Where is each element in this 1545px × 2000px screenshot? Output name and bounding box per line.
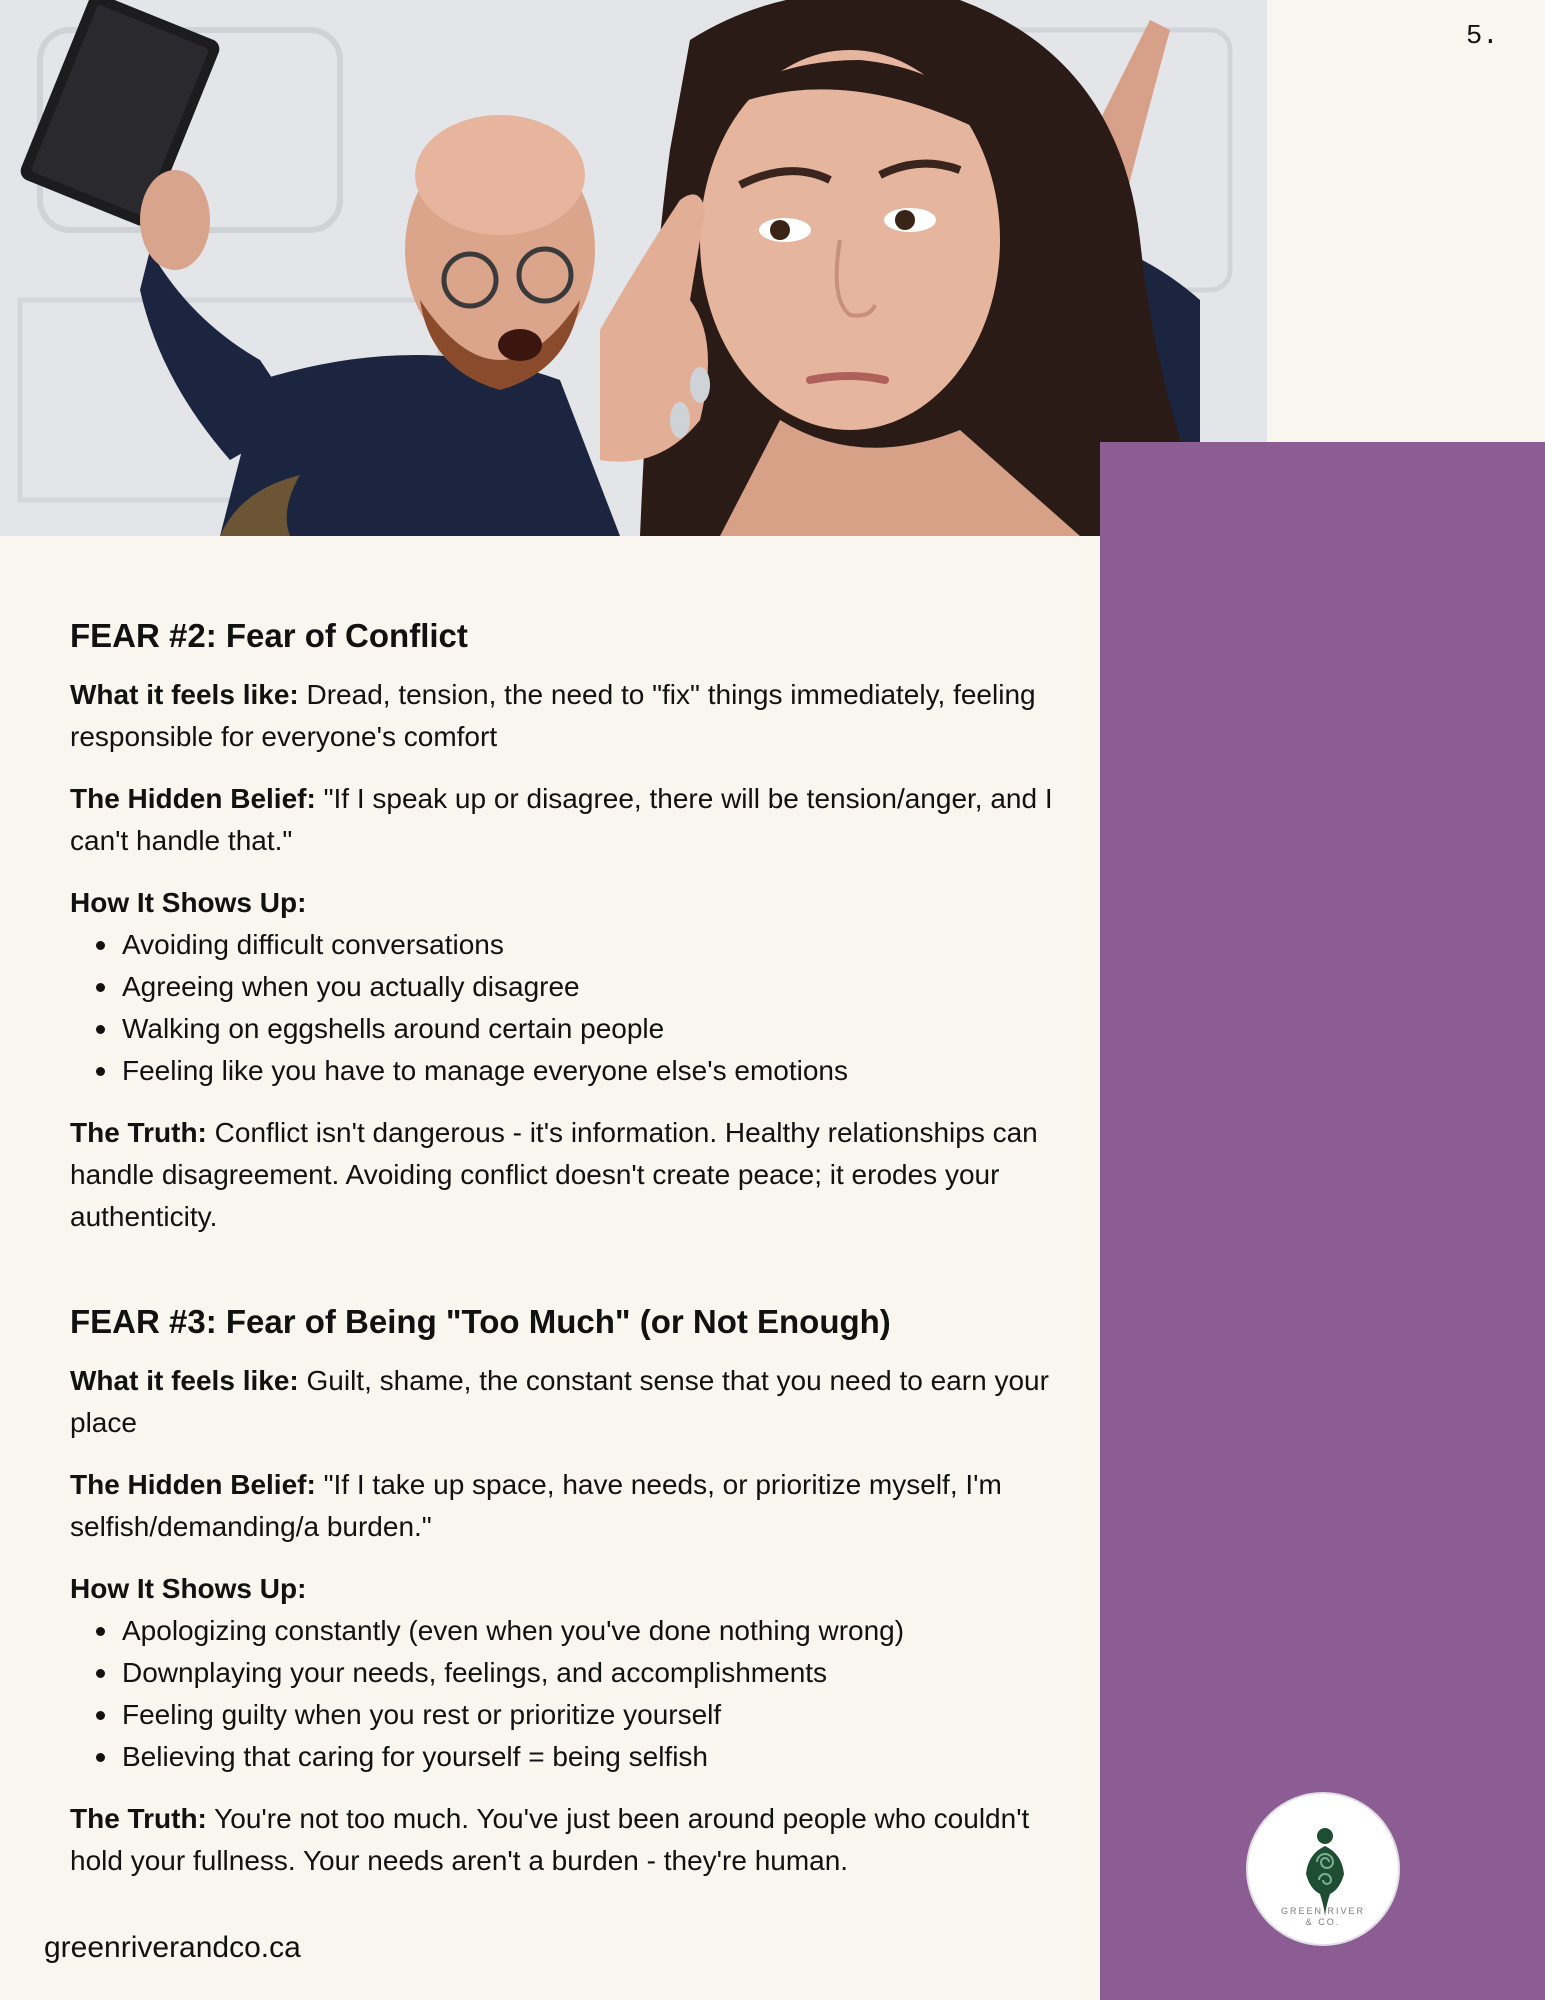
shows-up-label: How It Shows Up: [70, 887, 307, 918]
hidden-belief-label: The Hidden Belief: [70, 783, 316, 814]
truth-paragraph [70, 1798, 1060, 1882]
list-item: Apologizing constantly (even when you've done nothing wrong) [70, 1610, 1060, 1652]
website-link[interactable]: greenriverandco.ca [44, 1931, 301, 1964]
feels-like-text: Guilt, shame, the constant sense that you need to earn your place [70, 1365, 1049, 1438]
logo-text-line2: & CO. [1305, 1917, 1341, 1927]
main-content [70, 612, 1060, 1902]
shows-up-list [70, 1610, 1060, 1778]
truth-label: The Truth: [70, 1117, 207, 1148]
hidden-belief-text: "If I take up space, have needs, or prioritize myself, I'm selfish/demanding/a burden." [70, 1469, 1002, 1542]
shows-up-list [70, 924, 1060, 1092]
feels-like-label: What it feels like: [70, 1365, 299, 1396]
truth-text: Conflict isn't dangerous - it's information. Healthy relationships can handle disagreement. Avoiding conflict doesn't create peace; it erodes your authenticity. [70, 1117, 1038, 1232]
page-number: 5. [1466, 22, 1499, 52]
truth-text: You're not too much. You've just been around people who couldn't hold your fullness. Your needs aren't a burden - they're human. [70, 1803, 1030, 1876]
photo-illustration [0, 0, 1267, 536]
section-heading: FEAR #2: Fear of Conflict [70, 617, 468, 654]
list-item: Agreeing when you actually disagree [70, 966, 1060, 1008]
hidden-belief-text: "If I speak up or disagree, there will be tension/anger, and I can't handle that." [70, 783, 1053, 856]
fear-section-3 [70, 1298, 1060, 1882]
list-item: Believing that caring for yourself = being selfish [70, 1736, 1060, 1778]
list-item: Avoiding difficult conversations [70, 924, 1060, 966]
truth-label: The Truth: [70, 1803, 207, 1834]
header-photo [0, 0, 1267, 536]
list-item: Walking on eggshells around certain people [70, 1008, 1060, 1050]
section-heading: FEAR #3: Fear of Being "Too Much" (or Not Enough) [70, 1303, 891, 1340]
fear-section-2 [70, 612, 1060, 1238]
list-item: Feeling guilty when you rest or prioritize yourself [70, 1694, 1060, 1736]
hidden-belief-paragraph [70, 778, 1060, 862]
feels-like-paragraph [70, 674, 1060, 758]
truth-paragraph [70, 1112, 1060, 1238]
logo-text-line1: GREEN RIVER [1280, 1906, 1365, 1916]
list-item: Feeling like you have to manage everyone else's emotions [70, 1050, 1060, 1092]
feels-like-label: What it feels like: [70, 679, 299, 710]
purple-side-panel [1100, 442, 1545, 2000]
hidden-belief-paragraph [70, 1464, 1060, 1548]
logo-text [1248, 1906, 1398, 1928]
list-item: Downplaying your needs, feelings, and accomplishments [70, 1652, 1060, 1694]
brand-logo [1246, 1792, 1400, 1946]
feels-like-paragraph [70, 1360, 1060, 1444]
feels-like-text: Dread, tension, the need to "fix" things immediately, feeling responsible for everyone's comfort [70, 679, 1036, 752]
hidden-belief-label: The Hidden Belief: [70, 1469, 316, 1500]
shows-up-label: How It Shows Up: [70, 1573, 307, 1604]
